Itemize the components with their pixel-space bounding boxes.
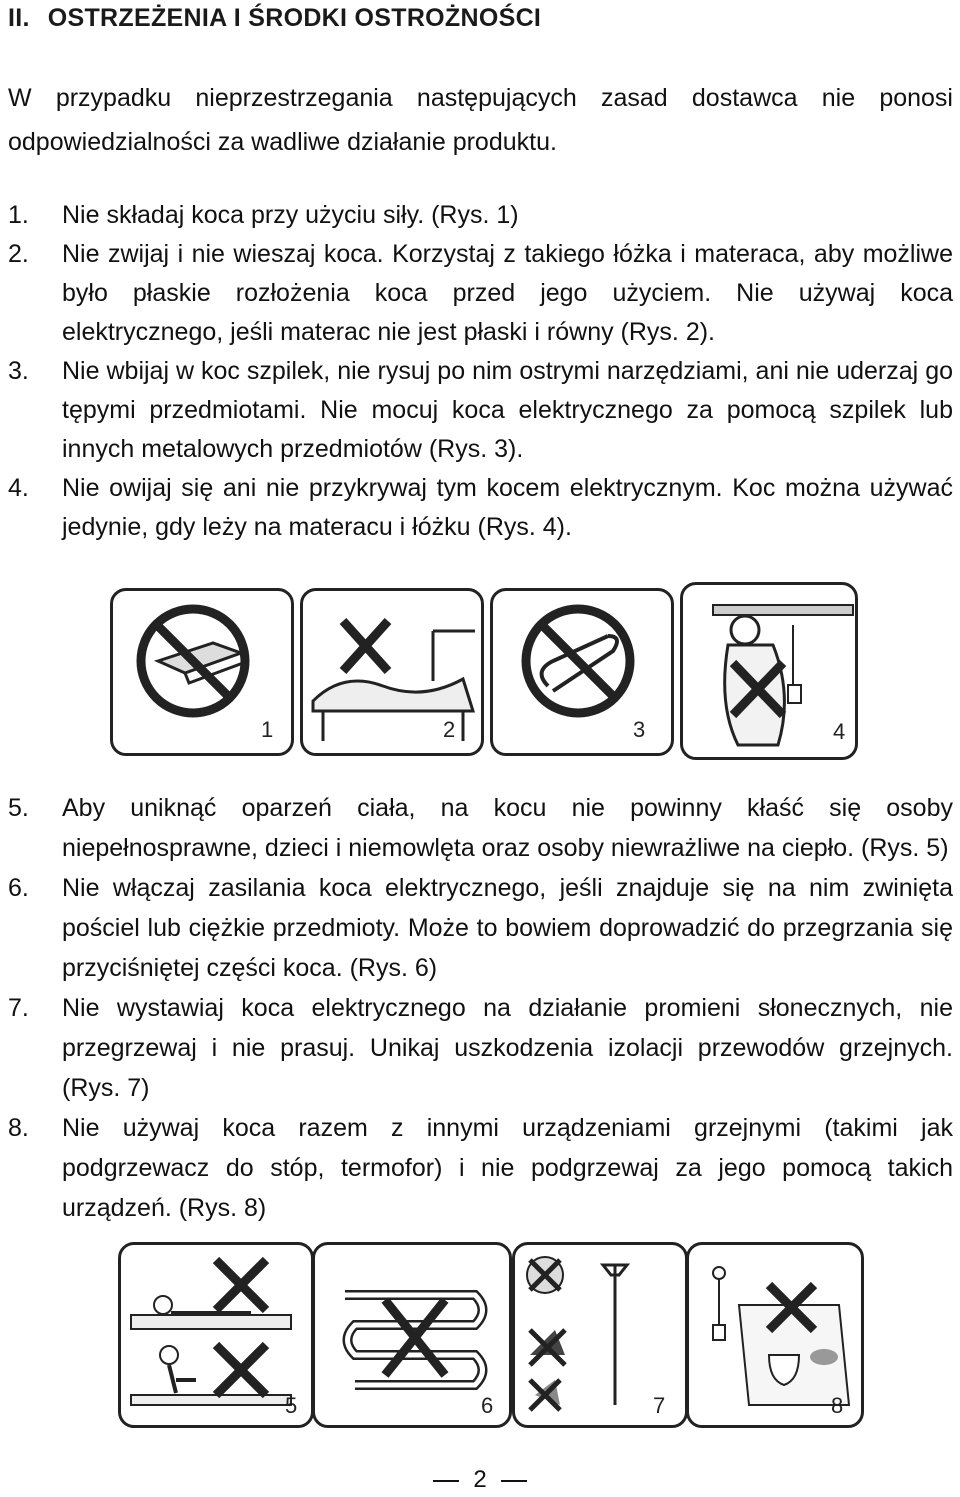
figure-4 [680,582,858,760]
list-item: 4. Nie owijaj się ani nie przykrywaj tym kocem elektrycznym. Koc można używać jedynie, gdy leży na materacu i łóżku (Rys. 4). [8,474,953,541]
list-item: 1. Nie składaj koca przy użyciu siły. (Rys. 1) [8,201,519,229]
section-number: II. [8,4,30,32]
figure-8 [686,1242,864,1428]
footer-dash-left [433,1480,459,1482]
list-item: 2. Nie zwijaj i nie wieszaj koca. Korzystaj z takiego łóżka i materaca, aby możliwe było płaskie rozłożenia koca przed jego użyciem. Nie używaj koca elektrycznego, jeśli materac nie jest płaski i równy (Rys. 2). [8,240,953,346]
no-heavy-objects-icon [315,1245,509,1425]
figure-3 [490,588,674,756]
warnings-list-part1 [8,196,953,547]
section-heading [8,4,541,33]
figure-8-label: 8 [831,1393,844,1418]
list-item: 6. Nie włączaj zasilania koca elektrycznego, jeśli znajduje się na nim zwinięta pościel lub ciężkie przedmioty. Może to bowiem doprowadzić do przegrzania się przyciśniętej części koca. (Rys. 6) [8,874,953,982]
list-item: 8. Nie używaj koca razem z innymi urządzeniami grzejnymi (takimi jak podgrzewacz do stóp, termofor) i nie podgrzewaj za jego pomocą takich urządzeń. (Rys. 8) [8,1114,953,1222]
section-title: OSTRZEŻENIA I ŚRODKI OSTROŻNOŚCI [47,4,542,32]
figure-6 [312,1242,512,1428]
figure-7-label: 7 [653,1393,666,1418]
figure-5-label: 5 [285,1393,298,1418]
no-vulnerable-persons-icon [121,1245,311,1425]
figure-7 [512,1242,688,1428]
intro-paragraph: W przypadku nieprzestrzegania następujących zasad dostawca nie ponosi odpowiedzialności za wadliwe działanie produktu. [8,84,953,156]
figure-2 [300,588,484,756]
figure-1-label: 1 [261,717,274,742]
figure-6-label: 6 [481,1393,494,1418]
footer-dash-right [501,1480,527,1482]
figure-5 [118,1242,314,1428]
figure-3-label: 3 [633,717,646,742]
list-item: 7. Nie wystawiaj koca elektrycznego na działanie promieni słonecznych, nie przegrzewaj i nie prasuj. Unikaj uszkodzenia izolacji przewodów grzejnych. (Rys. 7) [8,994,953,1102]
list-item: 3. Nie wbijaj w koc szpilek, nie rysuj po nim ostrymi narzędziami, ani nie uderzaj go tępymi przedmiotami. Nie mocuj koca elektrycznego za pomocą szpilek lub innych metalowych przedmiotów (Rys. 3). [8,357,953,463]
page-number: 2 [473,1466,487,1493]
wrapped-person-icon [683,585,855,757]
illustrations-row-2 [118,1242,858,1428]
warnings-list-part2 [8,788,953,1228]
illustrations-row-1 [110,582,855,757]
figure-1 [110,588,294,756]
list-item: 5. Aby uniknąć oparzeń ciała, na kocu nie powinny kłaść się osoby niepełnosprawne, dzieci i niemowlęta oraz osoby niewrażliwe na ciepło. (Rys. 5) [8,794,953,862]
figure-2-label: 2 [443,717,456,742]
page-footer [0,1466,960,1494]
figure-4-label: 4 [833,719,846,744]
